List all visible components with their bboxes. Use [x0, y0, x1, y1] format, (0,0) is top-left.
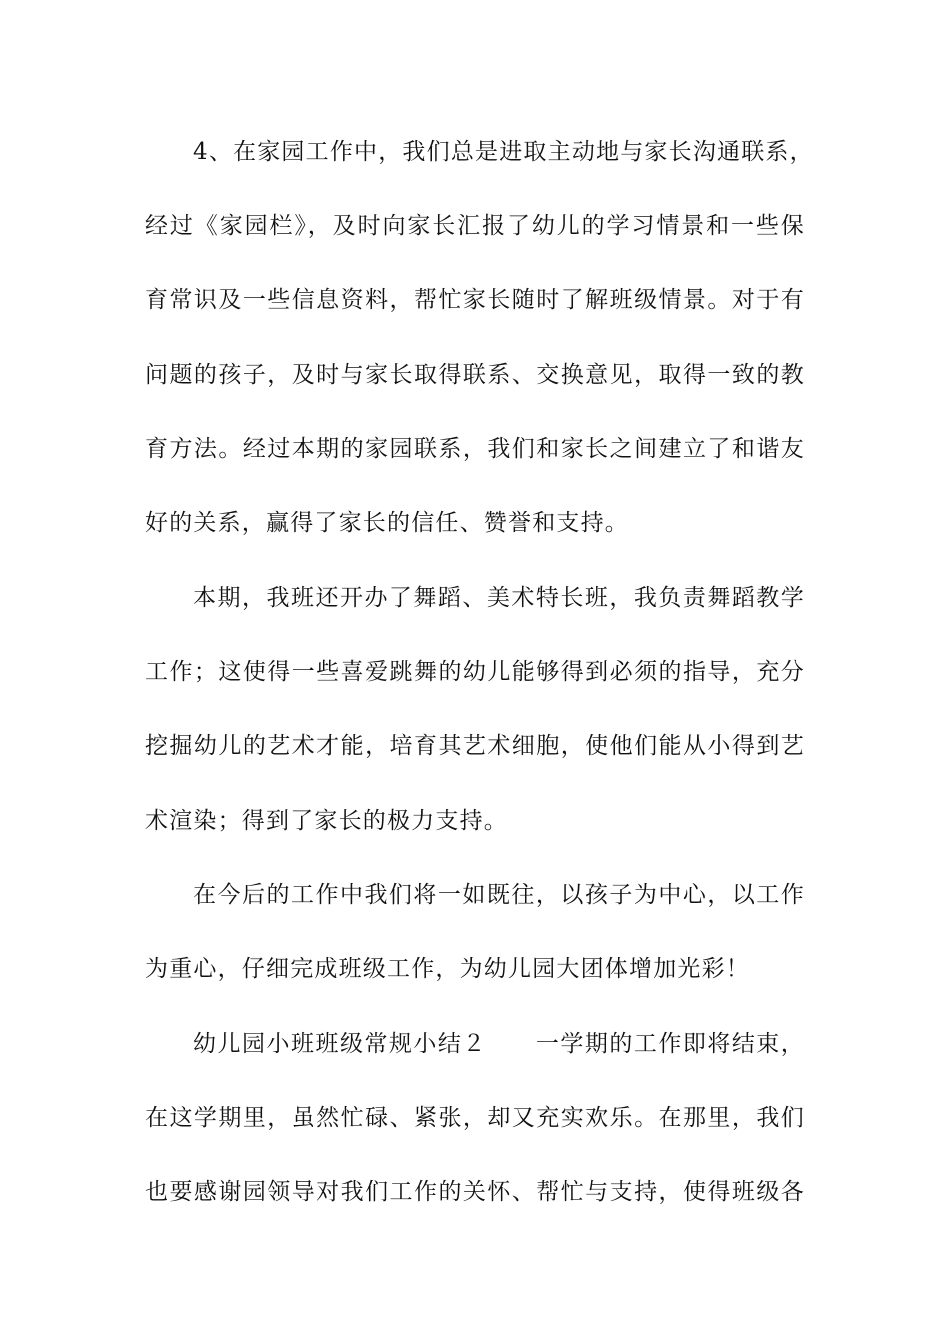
- text-line: 在这学期里，虽然忙碌、紧张，却又充实欢乐。在那里，我们: [145, 1105, 805, 1131]
- text-line: 挖掘幼儿的艺术才能，培育其艺术细胞，使他们能从小得到艺: [145, 733, 805, 759]
- text-line: 在今后的工作中我们将一如既往，以孩子为中心，以工作: [193, 882, 805, 908]
- text-line: 为重心，仔细完成班级工作，为幼儿园大团体增加光彩！: [145, 956, 750, 982]
- text-line: 经过《家园栏》，及时向家长汇报了幼儿的学习情景和一些保: [145, 213, 805, 239]
- text-line: 工作；这使得一些喜爱跳舞的幼儿能够得到必须的指导，充分: [145, 659, 805, 685]
- text-line: 也要感谢园领导对我们工作的关怀、帮忙与支持，使得班级各: [145, 1179, 805, 1205]
- text-line: 问题的孩子，及时与家长取得联系、交换意见，取得一致的教: [145, 362, 805, 388]
- text-line: 本期，我班还开办了舞蹈、美术特长班，我负责舞蹈教学: [193, 585, 805, 611]
- text-line: 育常识及一些信息资料，帮忙家长随时了解班级情景。对于有: [145, 287, 805, 313]
- text-line: 好的关系，赢得了家长的信任、赞誉和支持。: [145, 510, 629, 536]
- text-line: 幼儿园小班班级常规小结２ 一学期的工作即将结束，: [193, 1031, 805, 1057]
- text-line: 4、在家园工作中，我们总是进取主动地与家长沟通联系，: [193, 139, 814, 165]
- text-line: 育方法。经过本期的家园联系，我们和家长之间建立了和谐友: [145, 436, 805, 462]
- text-line: 术渲染；得到了家长的极力支持。: [145, 808, 508, 834]
